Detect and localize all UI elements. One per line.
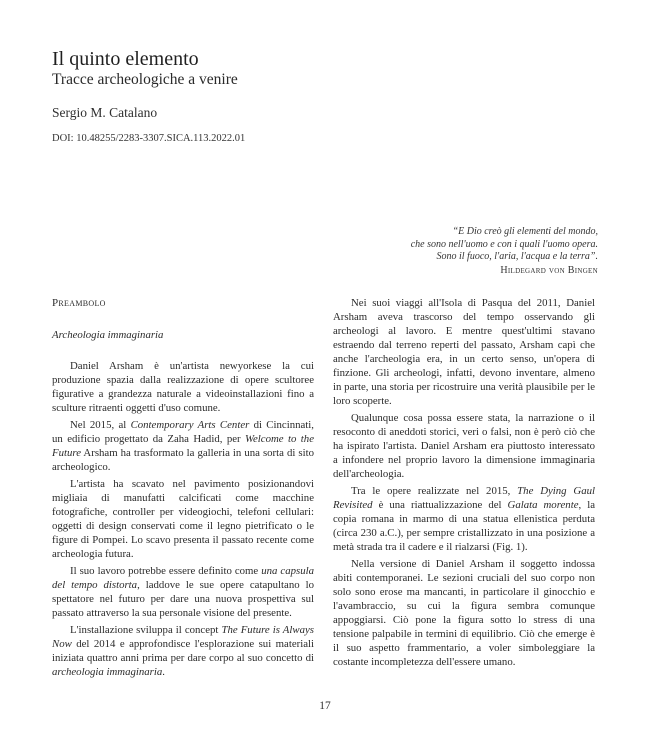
body-paragraph — [333, 557, 595, 669]
italic-text: archeologia immaginaria — [52, 666, 163, 678]
text-run: Nella versione di Daniel Arsham il soggetto indossa abiti contemporanei. Le sezioni cruciali del suo corpo non solo sono erose ma mancanti, in particolare il ginocchio e l'avambraccio, su cui la figura sembra comunque appoggiarsi. Ciò pone la figura sotto lo stress di una tensione palpabile in termini di equilibrio. Ciò che emerge è il suo aspetto frammentario, a voler simboleggiare la costante incompletezza dell'essere umano. — [333, 558, 595, 668]
text-run: di Cincinnati, un edificio progettato da Zaha Hadid, per — [52, 419, 314, 445]
body-paragraph — [52, 623, 314, 679]
italic-text: The Dying Gaul Revisited — [333, 485, 595, 511]
text-run: , laddove le sue opere catapultano lo spettatore nel futuro per dare una nuova prospettiva sul passato attraverso la sua personale visione del presente. — [52, 579, 314, 619]
text-run: . — [162, 666, 165, 678]
text-run: Qualunque cosa possa essere stata, la narrazione o il resoconto di aneddoti storici, veri o falsi, non è però ciò che ha ispirato l'artista. Daniel Arsham era piuttosto interessato a infondere nel proprio lavoro la dimensione immaginaria dell'archeologia. — [333, 412, 595, 480]
section-heading: Preambolo — [52, 297, 106, 309]
subsection-heading: Archeologia immaginaria — [52, 329, 164, 341]
text-run: Nei suoi viaggi all'Isola di Pasqua del 2011, Daniel Arsham aveva trascorso del tempo osservando gli archeologi al lavoro. E mentre quest'ultimi stavano estraendo dal terreno reperti del passato, Arsham capì che anche l'archeologia era, in un certo senso, un'opera di finzione. Gli archeologi, infatti, devono inventare, almeno in parte, una storia per ricostruire una verità plausibile per le loro scoperte. — [333, 297, 595, 407]
italic-text: The Future is Always Now — [52, 624, 314, 650]
text-run: Nel 2015, al — [70, 419, 131, 431]
text-run: Il suo lavoro potrebbe essere definito come — [70, 565, 262, 577]
author-name: Sergio M. Catalano — [52, 105, 158, 120]
body-paragraph — [52, 477, 314, 561]
body-paragraph — [333, 484, 595, 554]
doi-line: DOI: 10.48255/2283-3307.SICA.113.2022.01 — [52, 133, 246, 144]
epigraph-line: Sono il fuoco, l'aria, l'acqua e la terra”. — [436, 251, 598, 262]
left-column — [52, 296, 314, 682]
epigraph-attribution: Hildegard von Bingen — [500, 264, 598, 276]
article-subtitle: Tracce archeologiche a venire — [52, 71, 238, 88]
body-paragraph — [52, 418, 314, 474]
italic-text: una capsula del tempo distorta — [52, 565, 315, 591]
text-run: Tra le opere realizzate nel 2015, — [351, 485, 518, 497]
page-number: 17 — [319, 700, 331, 712]
epigraph — [278, 226, 598, 277]
article-title: Il quinto elemento — [52, 48, 199, 70]
text-run: Arsham ha trasformato la galleria in una sorta di sito archeologico. — [52, 447, 314, 473]
epigraph-line: che sono nell'uomo e con i quali l'uomo opera. — [410, 238, 598, 250]
text-run: L'installazione sviluppa il concept — [70, 624, 222, 636]
text-run: Daniel Arsham è un'artista newyorkese la cui produzione spazia dalla realizzazione di opere scultoree figurative a grandezza naturale a videoinstallazioni fino a sculture ritraenti oggetti d'uso comune. — [52, 360, 314, 414]
body-paragraph — [333, 296, 595, 408]
text-run: è una riattualizzazione del — [372, 499, 508, 511]
text-run: del 2014 e approfondisce l'esplorazione sui materiali iniziata quattro anni prima per dare corpo al suo concetto di — [52, 638, 314, 664]
italic-text: Galata morente — [507, 499, 579, 511]
epigraph-line: “E Dio creò gli elementi del mondo, — [452, 226, 598, 237]
text-run: L'artista ha scavato nel pavimento posizionandovi migliaia di manufatti calcificati come macchine fotografiche, controller per videogiochi, telefoni cellulari: oggetti di design conservati come il legno pietrificato o le figure di Pompei. Lo scavo presenta il passato recente come archeologia futura. — [52, 478, 314, 560]
text-run: , la copia romana in marmo di una statua ellenistica perduta (circa 230 a.C.), per sempre cristallizzato in una posizione a metà strada tra il cadere e il rialzarsi (Fig. 1). — [333, 499, 595, 553]
body-paragraph — [52, 564, 314, 620]
body-paragraph — [52, 359, 314, 415]
italic-text: Contemporary Arts Center — [130, 419, 250, 431]
italic-text: Welcome to the Future — [52, 433, 314, 459]
body-paragraph — [333, 411, 595, 481]
right-column — [333, 296, 595, 672]
